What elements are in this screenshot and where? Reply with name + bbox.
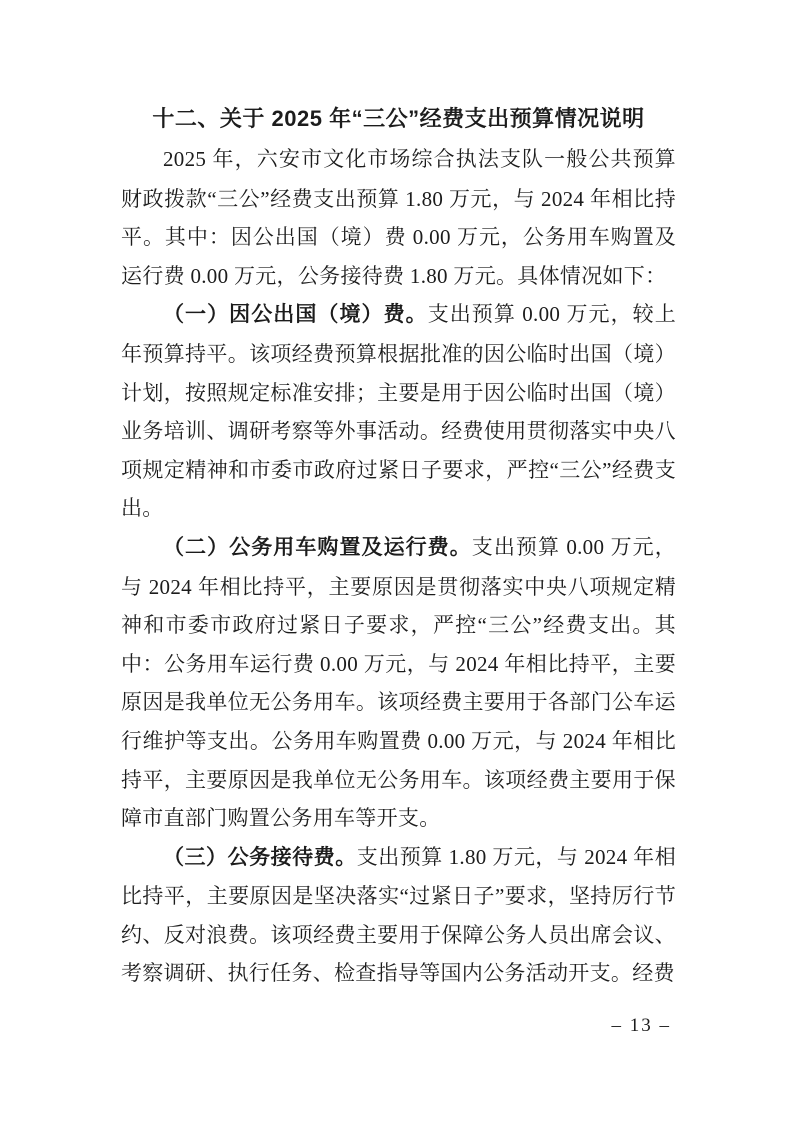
document-content [121,98,676,993]
page-title: 十二、关于 2025 年“三公”经费支出预算情况说明 [152,106,645,131]
paragraph-text: 2025 年，六安市文化市场综合执法支队一般公共预算财政拨款“三公”经费支出预算 1.80 万元，与 2024 年相比持平。其中：因公出国（境）费 0.00 万元，公务用车购置及运行费 0.00 万元，公务接待费 1.80 万元。具体情况如下： [121,147,676,288]
paragraph-text: 支出预算 0.00 万元，较上年预算持平。该项经费预算根据批准的因公临时出国（境）计划，按照规定标准安排；主要是用于因公临时出国（境）业务培训、调研考察等外事活动。经费使用贯彻落实中央八项规定精神和市委市政府过紧日子要求，严控“三公”经费支出。 [121,302,677,521]
paragraph-section-1 [121,295,676,528]
paragraph-lead: （二）公务用车购置及运行费。 [163,535,472,559]
paragraph-lead: （三）公务接待费。 [163,845,357,869]
page-number: – 13 – [611,1015,671,1036]
paragraph-text: 支出预算 1.80 万元，与 2024 年相比持平，主要原因是坚决落实“过紧日子”要求，坚持厉行节约、反对浪费。该项经费主要用于保障公务人员出席会议、考察调研、执行任务、检查指导等国内公务活动开支。经费 [121,844,677,986]
paragraph-section-2 [121,528,676,838]
paragraph-section-3 [121,838,676,993]
paragraph-intro [121,140,676,295]
paragraph-lead: （一）因公出国（境）费。 [163,303,428,327]
paragraph-text: 支出预算 0.00 万元，与 2024 年相比持平，主要原因是贯彻落实中央八项规定精神和市委市政府过紧日子要求，严控“三公”经费支出。其中：公务用车运行费 0.00 万元，与 2024 年相比持平，主要原因是我单位无公务用车。该项经费主要用于各部门公车运行维护等支出。公务用车购置费 0.00 万元，与 2024 年相比持平，主要原因是我单位无公务用车。该项经费主要用于保障市直部门购置公务用车等开支。 [121,534,676,831]
